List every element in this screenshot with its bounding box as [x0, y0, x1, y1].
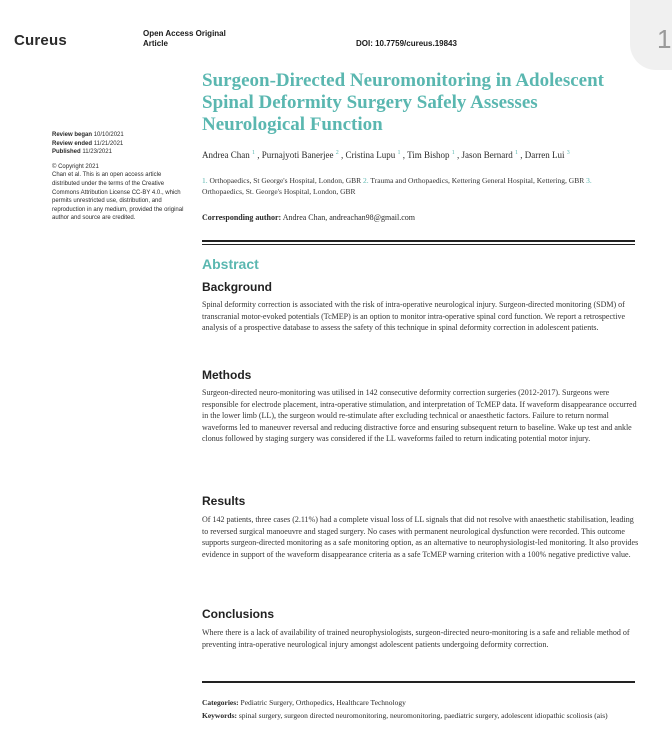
- article-type-line2: Article: [143, 39, 168, 48]
- abstract-heading: Abstract: [202, 256, 259, 272]
- article-type: [143, 29, 253, 49]
- author: Jason Bernard $^1$: [461, 150, 519, 160]
- page-title: Surgeon-Directed Neuromonitoring in Adolescent Spinal Deformity Surgery Safely Assesses Neurological Function: [202, 70, 604, 135]
- section-text-conclusions: Where there is a lack of availability of trained neurophysiologists, surgeon-directed neuro-monitoring is a safe and reliable method of preventing intra-operative neurological injury amongst adolescent patients undergoing deformity correction.: [202, 628, 630, 649]
- keywords: Keywords: spinal surgery, surgeon directed neuromonitoring, neuromonitoring, paediatric surgery, adolescent idiopathic scoliosis (ais): [202, 711, 608, 720]
- author: Cristina Lupu $^1$: [345, 150, 401, 160]
- affiliation: 2. Trauma and Orthopaedics, Kettering General Hospital, Kettering, GBR: [363, 176, 585, 185]
- section-heading-conclusions: Conclusions: [202, 607, 275, 621]
- affiliations: [202, 175, 632, 197]
- section-heading-results: Results: [202, 494, 246, 508]
- author: Tim Bishop $^1$: [407, 150, 455, 160]
- review-ended: Review ended 11/21/2021: [52, 140, 124, 147]
- doi: DOI: 10.7759/cureus.19843: [356, 39, 457, 48]
- author: Darren Lui $^3$: [524, 150, 570, 160]
- author: Andrea Chan $^1$: [202, 150, 255, 160]
- section-heading-background: Background: [202, 280, 273, 294]
- published-date: Published 11/23/2021: [52, 149, 112, 156]
- copyright: © Copyright 2021: [52, 163, 99, 170]
- divider: [202, 240, 635, 242]
- divider: [202, 681, 635, 683]
- license-text: Chan et al. This is an open access article distributed under the terms of the Creative Commons Attribution License CC-BY 4.0., which permits unrestricted use, distribution, and reproduction in any medium, provided the original author and source are credited.: [52, 172, 184, 222]
- journal-logo: Cureus: [14, 32, 67, 49]
- author: Purnajyoti Banerjee $^2$: [261, 150, 339, 160]
- affiliation: 3. Orthopaedics, St. George's Hospital, London, GBR: [202, 176, 592, 196]
- divider: [202, 244, 635, 245]
- section-text-methods: Surgeon-directed neuro-monitoring was utilised in 142 consecutive deformity correction surgeries (2012-2017). Surgeons were responsible for electrode placement, intra-operative stimulation, and interpretation of TcMEP data. If waveform disappearance occurred in the lower limb (LL), the surgeon would re-stimulate after excluding technical or anaesthetic factors. Failure to return normal waveforms led to maneuver reversal and reducing distractive force and ensuring subsequent return to baseline. Wake up test and ankle clonus followed by staging surgery was considered if the LL waveforms failed to return indicating potential motor injury.: [202, 388, 637, 444]
- corresponding-author: Corresponding author: Andrea Chan, andreachan98@gmail.com: [202, 213, 415, 222]
- article-type-line1: Open Access Original: [143, 29, 226, 38]
- section-text-background: Spinal deformity correction is associated with the risk of intra-operative neurological injury. Surgeon-directed monitoring (SDM) of transcranial motor-evoked potentials (TcMEP) is an option to monitor intra-operative spinal cord function. We report a retrospective analysis of a prospective database to assess the safety of this technique in spinal deformity correction in adolescent patients.: [202, 300, 626, 333]
- section-heading-methods: Methods: [202, 368, 252, 382]
- author-list: Andrea Chan $^1$ , Purnajyoti Banerjee $^2$ , Cristina Lupu $^1$ , Tim Bishop $^1$ , Jason Bernard $^1$ , Darren Lui $^3$: [202, 150, 570, 160]
- section-text-results: Of 142 patients, three cases (2.11%) had a complete visual loss of LL signals that did not resolve with anaesthetic stabilisation, leading to reversed surgical manoeuvre and staged surgery. No cases with permanent neurological dysfunction were recorded. This outcome supports surgeon-directed monitoring as a safe monitoring option, as an alternative to neurophysiologist-led monitoring. It also provides evidence in support of the waveform disappearance criteria as a safe TcMEP warning criterion with a 100% negative predictive value.: [202, 515, 639, 559]
- sidebar-metadata: [52, 131, 188, 223]
- categories: Categories: Pediatric Surgery, Orthopedics, Healthcare Technology: [202, 698, 406, 707]
- affiliation: 1. Orthopaedics, St George's Hospital, London, GBR: [202, 176, 362, 185]
- page-number: 1: [657, 24, 672, 54]
- review-began: Review began 10/10/2021: [52, 132, 124, 138]
